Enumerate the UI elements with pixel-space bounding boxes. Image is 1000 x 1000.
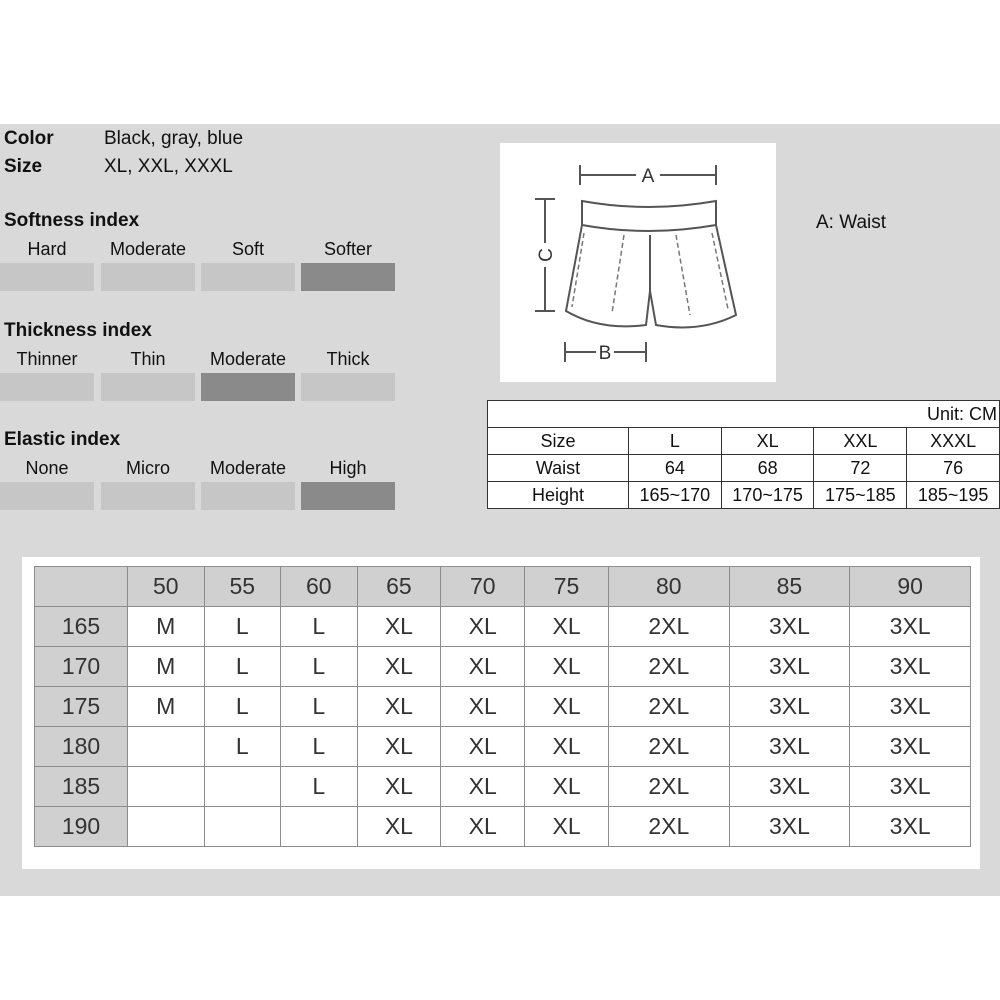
size-cell: 2XL [608, 767, 729, 807]
measurement-cell: Waist [488, 455, 629, 482]
index-bar [0, 482, 94, 510]
size-cell: L [204, 647, 281, 687]
size-chart-card [22, 557, 980, 869]
index-bar [0, 263, 94, 291]
index-option-label: Micro [126, 458, 170, 478]
weight-column-header: 80 [608, 567, 729, 607]
index-option-label: Thinner [16, 349, 78, 369]
size-cell: 3XL [729, 767, 850, 807]
size-cell: 3XL [850, 647, 971, 687]
size-cell: 3XL [729, 687, 850, 727]
index-bar [301, 373, 395, 401]
measurement-header-cell: Size [488, 428, 629, 455]
size-cell: 3XL [850, 727, 971, 767]
weight-column-header: 50 [128, 567, 205, 607]
size-cell: L [204, 727, 281, 767]
size-cell: 3XL [729, 607, 850, 647]
weight-column-header: 55 [204, 567, 281, 607]
measurement-cell: 175~185 [814, 482, 907, 509]
measurement-row [488, 482, 1000, 509]
size-cell: 3XL [850, 767, 971, 807]
height-row-header: 175 [35, 687, 128, 727]
size-cell: XL [441, 647, 525, 687]
weight-column-header: 75 [525, 567, 609, 607]
size-cell: XL [441, 727, 525, 767]
size-cell: 2XL [608, 727, 729, 767]
size-cell: XL [441, 687, 525, 727]
index-bar-selected [301, 263, 395, 291]
size-cell: 3XL [850, 687, 971, 727]
size-cell: XL [441, 607, 525, 647]
measurement-header-cell: XL [721, 428, 814, 455]
size-cell [281, 807, 358, 847]
size-cell: L [204, 687, 281, 727]
boxer-diagram [500, 143, 776, 382]
measurement-row [488, 455, 1000, 482]
size-cell: 3XL [850, 807, 971, 847]
size-cell: 2XL [608, 687, 729, 727]
measurement-cell: 72 [814, 455, 907, 482]
index-bar [101, 482, 195, 510]
size-cell: XL [357, 687, 441, 727]
measurement-cell: 170~175 [721, 482, 814, 509]
size-chart-corner [35, 567, 128, 607]
size-cell: L [281, 767, 358, 807]
index-option-label: Thin [130, 349, 166, 369]
index-option-label: Moderate [109, 239, 187, 259]
measurement-header-cell: L [628, 428, 721, 455]
size-cell: XL [357, 647, 441, 687]
color-label: Color [4, 128, 54, 149]
color-value: Black, gray, blue [104, 128, 244, 149]
size-cell: M [128, 607, 205, 647]
size-cell: XL [525, 647, 609, 687]
measurement-cell: Height [488, 482, 629, 509]
size-cell: M [128, 687, 205, 727]
weight-column-header: 85 [729, 567, 850, 607]
measurement-cell: 165~170 [628, 482, 721, 509]
size-chart-table [34, 566, 971, 847]
size-cell: 2XL [608, 647, 729, 687]
size-cell: 2XL [608, 807, 729, 847]
size-cell: XL [357, 727, 441, 767]
size-cell: 3XL [729, 647, 850, 687]
index-option-label: Moderate [209, 349, 287, 369]
size-chart-row [35, 767, 971, 807]
dimension-b-label: B [598, 343, 612, 364]
index-bar [101, 263, 195, 291]
size-cell: XL [525, 807, 609, 847]
size-cell: 3XL [729, 807, 850, 847]
height-row-header: 170 [35, 647, 128, 687]
dimension-a-label: A [641, 166, 655, 187]
dimension-c-label: C [536, 248, 557, 262]
index-title: Softness index [4, 210, 140, 231]
boxer-drawing [500, 143, 776, 382]
measurement-cell: 76 [907, 455, 1000, 482]
size-cell: L [281, 607, 358, 647]
index-option-label: High [329, 458, 367, 478]
size-cell: XL [357, 807, 441, 847]
index-title: Thickness index [4, 320, 152, 341]
index-option-label: Hard [27, 239, 67, 259]
size-cell: XL [525, 607, 609, 647]
index-option-label: None [25, 458, 69, 478]
size-cell: M [128, 647, 205, 687]
unit-caption: Unit: CM [488, 401, 1000, 428]
index-option-label: Softer [323, 239, 373, 259]
index-bar-selected [301, 482, 395, 510]
size-value: XL, XXL, XXXL [104, 156, 233, 177]
measurement-cell: 185~195 [907, 482, 1000, 509]
weight-column-header: 65 [357, 567, 441, 607]
size-cell: XL [357, 767, 441, 807]
size-chart-row [35, 647, 971, 687]
measurement-header-cell: XXXL [907, 428, 1000, 455]
size-cell [128, 807, 205, 847]
height-row-header: 165 [35, 607, 128, 647]
index-bar [201, 482, 295, 510]
height-row-header: 185 [35, 767, 128, 807]
size-cell [128, 727, 205, 767]
measurement-table [487, 400, 1000, 509]
index-bar [201, 263, 295, 291]
size-cell: XL [525, 767, 609, 807]
size-cell: 3XL [850, 607, 971, 647]
index-option-label: Thick [326, 349, 370, 369]
diagram-legend: A: Waist [816, 212, 887, 233]
size-chart-row [35, 727, 971, 767]
measurement-cell: 68 [721, 455, 814, 482]
size-cell: XL [357, 607, 441, 647]
size-cell: L [281, 647, 358, 687]
size-cell: L [281, 727, 358, 767]
measurement-header-cell: XXL [814, 428, 907, 455]
size-chart-row [35, 607, 971, 647]
size-cell: XL [525, 727, 609, 767]
height-row-header: 180 [35, 727, 128, 767]
size-chart-row [35, 687, 971, 727]
index-title: Elastic index [4, 429, 121, 450]
index-bar [0, 373, 94, 401]
index-bar [101, 373, 195, 401]
size-cell [128, 767, 205, 807]
size-chart-row [35, 807, 971, 847]
size-cell: 3XL [729, 727, 850, 767]
index-option-label: Soft [231, 239, 265, 259]
size-cell: XL [441, 767, 525, 807]
measurement-cell: 64 [628, 455, 721, 482]
size-cell: XL [525, 687, 609, 727]
weight-column-header: 70 [441, 567, 525, 607]
size-cell: L [204, 607, 281, 647]
weight-column-header: 90 [850, 567, 971, 607]
size-cell: 2XL [608, 607, 729, 647]
index-bar-selected [201, 373, 295, 401]
size-cell: L [281, 687, 358, 727]
size-cell [204, 767, 281, 807]
index-option-label: Moderate [209, 458, 287, 478]
weight-column-header: 60 [281, 567, 358, 607]
size-cell: XL [441, 807, 525, 847]
size-label: Size [4, 156, 43, 177]
size-cell [204, 807, 281, 847]
height-row-header: 190 [35, 807, 128, 847]
